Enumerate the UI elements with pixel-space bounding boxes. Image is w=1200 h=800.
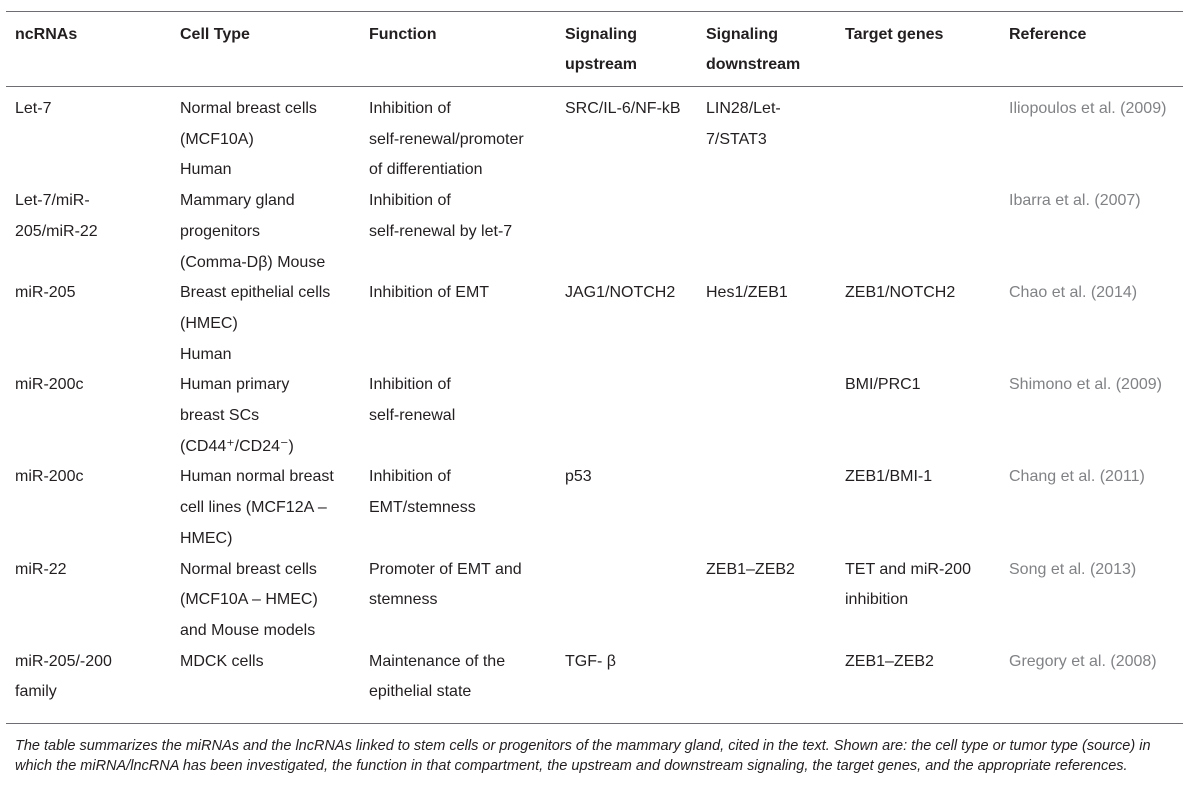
cell-line: Inhibition of EMT <box>369 284 490 302</box>
cell-ncrna <box>6 186 171 278</box>
cell-line: Let-7/miR- <box>15 192 90 210</box>
cell-line: Maintenance of the <box>369 652 506 670</box>
cell-line: family <box>15 683 57 701</box>
cell-line: Human <box>180 161 232 179</box>
cell-reference <box>1000 647 1183 708</box>
table-row <box>6 370 1183 462</box>
cell-line: p53 <box>565 468 592 486</box>
cell-downstream <box>697 647 836 708</box>
cell-cell-type <box>171 462 360 554</box>
table-body <box>6 86 1183 708</box>
cell-line: cell lines (MCF12A – <box>180 499 327 517</box>
cell-downstream <box>697 462 836 554</box>
cell-line: TGF- β <box>565 652 616 670</box>
cell-line: epithelial state <box>369 683 472 701</box>
table-row <box>6 94 1183 186</box>
cell-line: Human primary <box>180 376 290 394</box>
cell-line: ZEB1–ZEB2 <box>706 560 795 578</box>
cell-line: and Mouse models <box>180 621 316 639</box>
cell-cell-type <box>171 647 360 708</box>
cell-downstream <box>697 278 836 370</box>
cell-line: Inhibition of <box>369 192 451 210</box>
cell-upstream <box>556 186 697 278</box>
cell-targets <box>836 370 1000 462</box>
cell-function <box>360 186 556 278</box>
cell-reference <box>1000 462 1183 554</box>
cell-line: Inhibition of <box>369 468 451 486</box>
cell-targets <box>836 647 1000 708</box>
cell-function <box>360 462 556 554</box>
header-signaling-upstream <box>556 20 697 86</box>
cell-line: JAG1/NOTCH2 <box>565 284 676 302</box>
cell-upstream <box>556 278 697 370</box>
cell-line: miR-22 <box>15 560 67 578</box>
cell-line: Let-7 <box>15 100 52 117</box>
cell-line: HMEC) <box>180 529 233 547</box>
cell-line: EMT/stemness <box>369 499 476 517</box>
cell-line: miR-205 <box>15 284 76 302</box>
cell-line: self-renewal by let-7 <box>369 222 513 240</box>
cell-upstream <box>556 647 697 708</box>
cell-targets <box>836 555 1000 647</box>
cell-line: stemness <box>369 591 438 609</box>
cell-line: ZEB1/BMI-1 <box>845 468 933 486</box>
cell-line: breast SCs <box>180 407 260 425</box>
cell-reference <box>1000 186 1183 278</box>
cell-line: SRC/IL-6/NF-kB <box>565 100 681 117</box>
cell-line: Hes1/ZEB1 <box>706 284 788 302</box>
cell-upstream <box>556 462 697 554</box>
cell-cell-type <box>171 555 360 647</box>
header-text: downstream <box>706 56 801 73</box>
cell-targets <box>836 94 1000 186</box>
cell-line: Inhibition of <box>369 376 451 394</box>
cell-reference <box>1000 370 1183 462</box>
cell-ncrna <box>6 555 171 647</box>
cell-line: LIN28/Let- <box>706 100 781 117</box>
cell-line: Gregory et al. (2008) <box>1009 652 1157 670</box>
table-row <box>6 278 1183 370</box>
cell-line: Mammary gland <box>180 192 295 210</box>
header-text: Signaling <box>706 26 778 43</box>
cell-function <box>360 555 556 647</box>
table-row <box>6 186 1183 278</box>
cell-line: (Comma-Dβ) Mouse <box>180 253 326 271</box>
cell-ncrna <box>6 647 171 708</box>
cell-line: ZEB1–ZEB2 <box>845 652 934 670</box>
cell-line: (MCF10A) <box>180 130 254 148</box>
cell-line: Promoter of EMT and <box>369 560 522 578</box>
cell-upstream <box>556 94 697 186</box>
table-header-row <box>6 20 1183 86</box>
table-row <box>6 462 1183 554</box>
cell-line: miR-200c <box>15 468 84 486</box>
cell-line: Human normal breast <box>180 468 334 486</box>
cell-line: 205/miR-22 <box>15 222 98 240</box>
cell-line: Normal breast cells <box>180 560 317 578</box>
header-target-genes <box>836 20 1000 86</box>
cell-function <box>360 647 556 708</box>
cell-ncrna <box>6 278 171 370</box>
cell-cell-type <box>171 370 360 462</box>
table-caption: The table summarizes the miRNAs and the lncRNAs linked to stem cells or progenitors of the mammary gland, cited in the text. Shown are: the cell type or tumor type (source) in which the miRNA/lncRNA has been investigated, the function in that compartment, the upstream and downstream signaling, the target genes, and the appropriate references. <box>15 738 1151 774</box>
cell-line: Chao et al. (2014) <box>1009 284 1138 302</box>
cell-reference <box>1000 555 1183 647</box>
cell-downstream <box>697 370 836 462</box>
cell-targets <box>836 462 1000 554</box>
cell-line: ZEB1/NOTCH2 <box>845 284 956 302</box>
cell-line: Breast epithelial cells <box>180 284 331 302</box>
cell-upstream <box>556 555 697 647</box>
cell-line: Chang et al. (2011) <box>1009 468 1145 486</box>
header-signaling-downstream <box>697 20 836 86</box>
cell-cell-type <box>171 278 360 370</box>
table-bottom-rule <box>6 723 1183 724</box>
header-cell-type <box>171 20 360 86</box>
cell-line: BMI/PRC1 <box>845 376 921 394</box>
cell-function <box>360 278 556 370</box>
cell-upstream <box>556 370 697 462</box>
header-text: Target genes <box>845 26 944 43</box>
cell-cell-type <box>171 186 360 278</box>
cell-downstream <box>697 94 836 186</box>
cell-line: self-renewal/promoter <box>369 130 524 148</box>
cell-cell-type <box>171 94 360 186</box>
ncrna-table <box>6 20 1183 708</box>
header-text: Cell Type <box>180 26 250 43</box>
header-text: Reference <box>1009 26 1087 43</box>
cell-ncrna <box>6 462 171 554</box>
table-row <box>6 647 1183 708</box>
cell-line: miR-200c <box>15 376 84 394</box>
cell-line: Normal breast cells <box>180 100 317 117</box>
header-text: upstream <box>565 56 638 73</box>
cell-line: MDCK cells <box>180 652 264 670</box>
table-row <box>6 555 1183 647</box>
header-text: Function <box>369 26 437 43</box>
header-text: ncRNAs <box>15 26 78 43</box>
cell-targets <box>836 186 1000 278</box>
cell-ncrna <box>6 370 171 462</box>
cell-reference <box>1000 94 1183 186</box>
cell-line: miR-205/-200 <box>15 652 112 670</box>
header-reference <box>1000 20 1183 86</box>
cell-downstream <box>697 186 836 278</box>
cell-line: Ibarra et al. (2007) <box>1009 192 1141 210</box>
cell-line: Shimono et al. (2009) <box>1009 376 1162 394</box>
cell-line: Inhibition of <box>369 100 451 117</box>
cell-line: (CD44⁺/CD24⁻) <box>180 437 294 455</box>
header-function <box>360 20 556 86</box>
cell-line: Iliopoulos et al. (2009) <box>1009 100 1167 117</box>
cell-targets <box>836 278 1000 370</box>
cell-line: progenitors <box>180 222 261 240</box>
cell-line: Song et al. (2013) <box>1009 560 1137 578</box>
cell-line: (MCF10A – HMEC) <box>180 591 318 609</box>
cell-line: inhibition <box>845 591 909 609</box>
cell-line: Human <box>180 345 232 363</box>
cell-ncrna <box>6 94 171 186</box>
cell-line: (HMEC) <box>180 314 238 332</box>
cell-downstream <box>697 555 836 647</box>
cell-line: of differentiation <box>369 161 483 179</box>
cell-line: TET and miR-200 <box>845 560 971 578</box>
table-top-rule <box>6 11 1183 12</box>
cell-function <box>360 370 556 462</box>
header-text: Signaling <box>565 26 637 43</box>
cell-line: self-renewal <box>369 407 456 425</box>
cell-line: 7/STAT3 <box>706 130 767 148</box>
header-ncrnas <box>6 20 171 86</box>
cell-reference <box>1000 278 1183 370</box>
cell-function <box>360 94 556 186</box>
